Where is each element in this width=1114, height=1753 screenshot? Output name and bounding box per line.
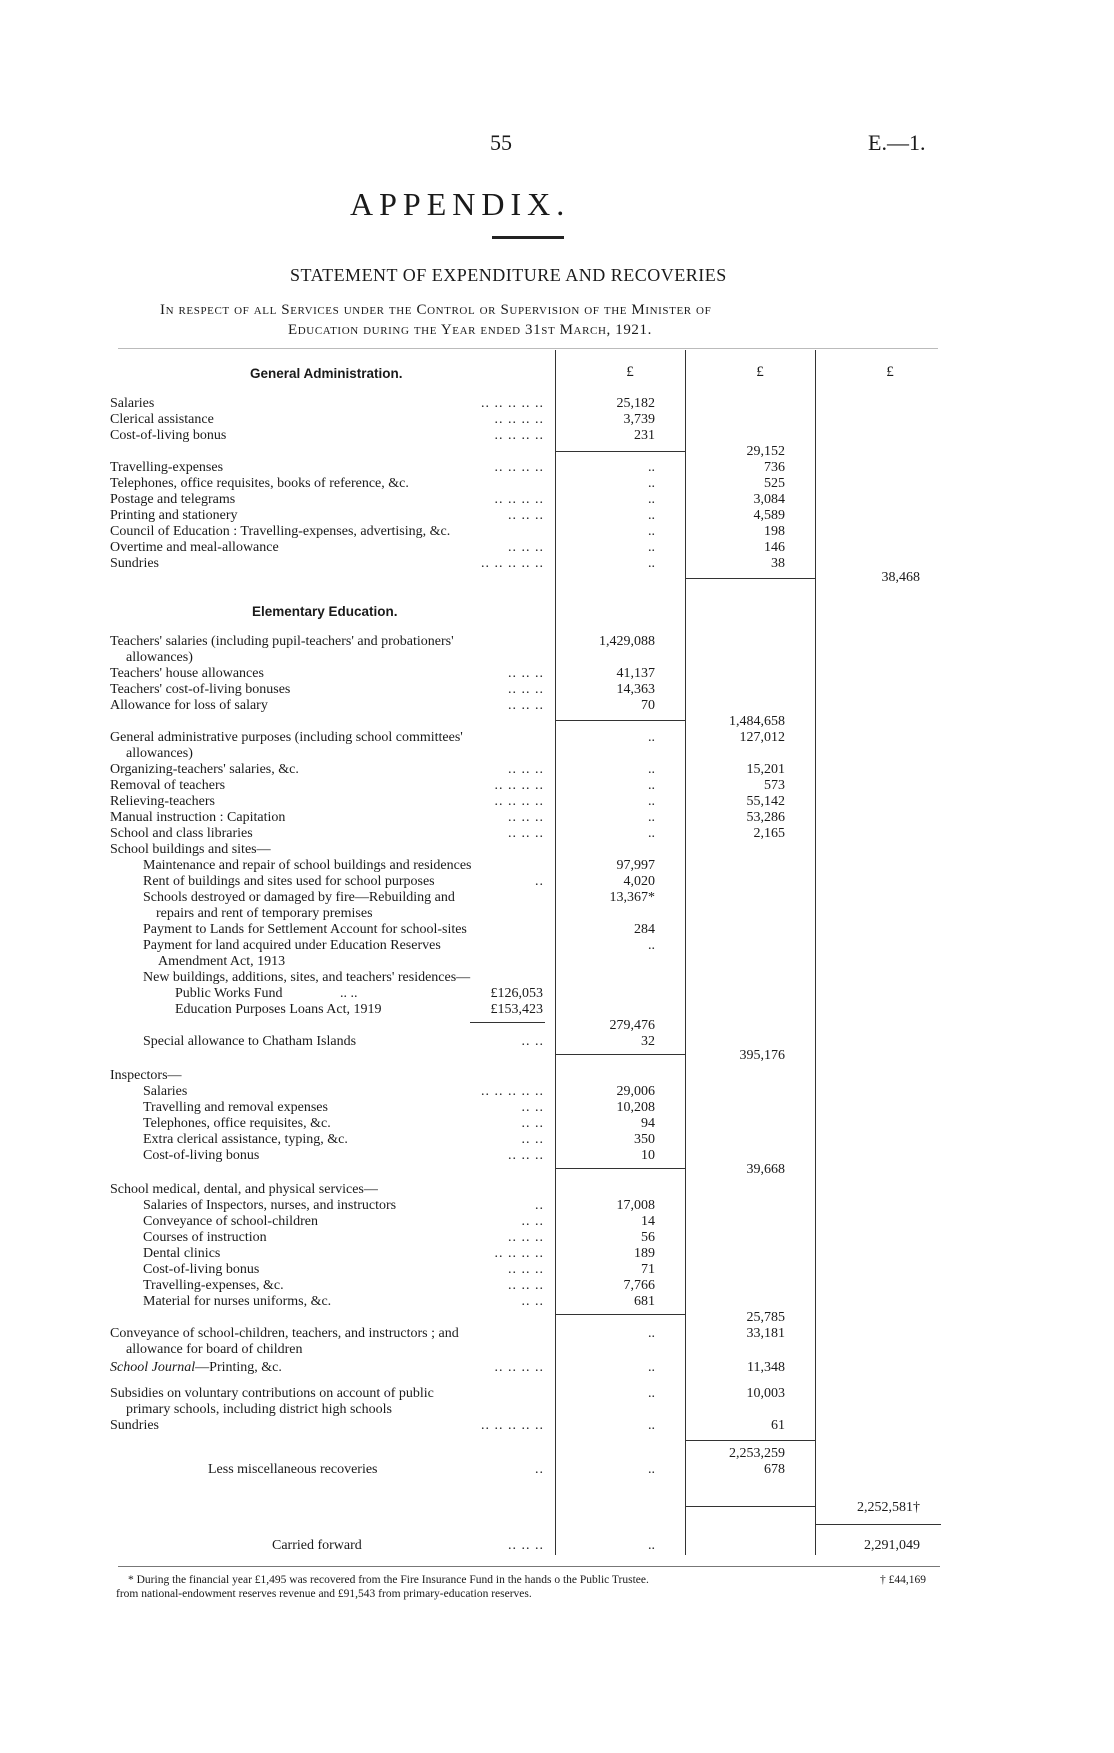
- col1-value: 97,997: [616, 858, 655, 873]
- column-header-pounds: £: [886, 364, 894, 380]
- col1-value: ..: [648, 1538, 655, 1553]
- row-label: School medical, dental, and physical services—: [110, 1182, 378, 1197]
- subtotal-rule: [686, 1440, 815, 1441]
- row-label: Conveyance of school-children: [143, 1214, 318, 1229]
- leader-dots: .. .. .. ..: [494, 794, 544, 809]
- leader-dots: .. .. .. ..: [494, 428, 544, 443]
- col2-subtotal: 29,152: [746, 444, 785, 459]
- row-label: Material for nurses uniforms, &c.: [143, 1294, 332, 1309]
- leader-dots: .. .. .. ..: [494, 778, 544, 793]
- total-rule: [816, 1524, 941, 1525]
- col2-value: 4,589: [753, 508, 785, 523]
- inner-subtotal-rule: [470, 1022, 545, 1023]
- col2-value: 11,348: [747, 1360, 785, 1375]
- inner-value: £126,053: [490, 986, 543, 1001]
- subtotal-rule: [556, 1168, 685, 1169]
- row-label: Salaries: [143, 1084, 188, 1099]
- col1-value: 25,182: [616, 396, 655, 411]
- leader-dots: .. ..: [521, 1100, 544, 1115]
- col1-value: 231: [634, 428, 655, 443]
- leader-dots: .. ..: [521, 1294, 544, 1309]
- subtotal-rule: [556, 1314, 685, 1315]
- section-heading-general-administration: General Administration.: [250, 366, 403, 381]
- row-label: Subsidies on voluntary contributions on account of public: [110, 1386, 434, 1401]
- col1-value: 279,476: [609, 1018, 655, 1033]
- table-top-rule: [118, 348, 938, 349]
- column-divider: [815, 350, 816, 1555]
- col1-value: ..: [648, 508, 655, 523]
- leader-dots: .. .. .. .. ..: [481, 1418, 544, 1433]
- row-label: Salaries of Inspectors, nurses, and instructors: [143, 1198, 397, 1213]
- column-header-pounds: £: [756, 364, 764, 380]
- subtotal-rule: [556, 451, 685, 452]
- row-label: Manual instruction : Capitation: [110, 810, 286, 825]
- section-heading-elementary-education: Elementary Education.: [252, 604, 398, 619]
- row-label: Travelling-expenses: [110, 460, 224, 475]
- leader-dots: .. .. ..: [508, 762, 544, 777]
- row-label: Organizing-teachers' salaries, &c.: [110, 762, 299, 777]
- col2-subtotal: 25,785: [746, 1310, 785, 1325]
- col1-value: 29,006: [616, 1084, 655, 1099]
- leader-dots: .. ..: [521, 1214, 544, 1229]
- col2-value: 53,286: [746, 810, 785, 825]
- row-label: Teachers' house allowances: [110, 666, 264, 681]
- col1-value: ..: [648, 524, 655, 539]
- row-label: Inspectors—: [110, 1068, 182, 1083]
- col1-value: 13,367*: [609, 890, 655, 905]
- row-label-continued: primary schools, including district high schools: [126, 1402, 392, 1417]
- col1-value: 10: [641, 1148, 655, 1163]
- col1-value: 3,739: [623, 412, 655, 427]
- leader-dots: .. .. ..: [508, 682, 544, 697]
- row-label: Maintenance and repair of school buildings and residences: [143, 858, 472, 873]
- col3-total: 38,468: [881, 570, 920, 585]
- col1-value: 7,766: [623, 1278, 655, 1293]
- col1-value: 350: [634, 1132, 655, 1147]
- leader-dots: .. .. ..: [508, 666, 544, 681]
- col2-subtotal: 2,253,259: [729, 1446, 785, 1461]
- row-label: School buildings and sites—: [110, 842, 271, 857]
- leader-dots: .. .. .. ..: [494, 492, 544, 507]
- col2-value: 736: [764, 460, 785, 475]
- leader-dots: .. .. ..: [508, 698, 544, 713]
- column-divider: [685, 350, 686, 1555]
- leader-dots: ..: [535, 1462, 544, 1477]
- col2-value: 525: [764, 476, 785, 491]
- leader-dots: .. .. .. .. ..: [481, 556, 544, 571]
- leader-dots: .. .. .. ..: [494, 1360, 544, 1375]
- row-label: Extra clerical assistance, typing, &c.: [143, 1132, 348, 1147]
- col1-value: ..: [648, 1326, 655, 1341]
- row-label: Education Purposes Loans Act, 1919: [175, 1002, 382, 1017]
- leader-dots: .. ..: [521, 1132, 544, 1147]
- leader-dots: .. .. ..: [508, 1230, 544, 1245]
- row-label: Clerical assistance: [110, 412, 214, 427]
- col1-value: ..: [648, 730, 655, 745]
- row-label: Payment for land acquired under Education Reserves: [143, 938, 441, 953]
- col1-value: ..: [648, 556, 655, 571]
- footnote-line: * During the financial year £1,495 was recovered from the Fire Insurance Fund in the hands o the Public Trustee.: [128, 1574, 649, 1586]
- row-label-continued: allowance for board of children: [126, 1342, 303, 1357]
- row-label: Overtime and meal-allowance: [110, 540, 279, 555]
- col2-subtotal: 39,668: [746, 1162, 785, 1177]
- leader-dots: .. .. .. .. ..: [481, 396, 544, 411]
- leader-dots: ..: [535, 1198, 544, 1213]
- col2-value: 38: [771, 556, 785, 571]
- leader-dots: ..: [535, 874, 544, 889]
- row-label: New buildings, additions, sites, and teachers' residences—: [143, 970, 471, 985]
- row-label: Travelling-expenses, &c.: [143, 1278, 284, 1293]
- row-label: Salaries: [110, 396, 155, 411]
- row-label: Cost-of-living bonus: [143, 1262, 260, 1277]
- appendix-heading: APPENDIX.: [350, 186, 571, 222]
- col2-value: 127,012: [739, 730, 785, 745]
- col1-value: 32: [641, 1034, 655, 1049]
- col1-value: 14,363: [616, 682, 655, 697]
- col2-value: 198: [764, 524, 785, 539]
- col2-subtotal: 395,176: [739, 1048, 785, 1063]
- col2-value: 146: [764, 540, 785, 555]
- leader-dots: .. .. ..: [508, 826, 544, 841]
- row-label: Printing and stationery: [110, 508, 238, 523]
- leader-dots: .. .. .. ..: [494, 460, 544, 475]
- row-label: Telephones, office requisites, &c.: [143, 1116, 331, 1131]
- statement-title: STATEMENT OF EXPENDITURE AND RECOVERIES: [290, 265, 727, 285]
- column-header-pounds: £: [626, 364, 634, 380]
- row-label: Schools destroyed or damaged by fire—Rebuilding and: [143, 890, 455, 905]
- statement-subtitle-line2: Education during the Year ended 31st March, 1921.: [288, 322, 652, 338]
- col1-value: ..: [648, 476, 655, 491]
- col1-value: ..: [648, 460, 655, 475]
- leader-dots: .. .. ..: [508, 1148, 544, 1163]
- col1-value: ..: [648, 1386, 655, 1401]
- col1-value: ..: [648, 1360, 655, 1375]
- row-label: Cost-of-living bonus: [143, 1148, 260, 1163]
- row-label: Allowance for loss of salary: [110, 698, 268, 713]
- row-label: Cost-of-living bonus: [110, 428, 227, 443]
- row-label: Travelling and removal expenses: [143, 1100, 328, 1115]
- row-label: Removal of teachers: [110, 778, 226, 793]
- subtotal-rule: [556, 720, 685, 721]
- col3-total: 2,291,049: [864, 1538, 920, 1553]
- inner-value: £153,423: [490, 1002, 543, 1017]
- col1-value: ..: [648, 1418, 655, 1433]
- row-label: Relieving-teachers: [110, 794, 215, 809]
- col2-value: 15,201: [746, 762, 785, 777]
- col1-value: 189: [634, 1246, 655, 1261]
- row-label: Special allowance to Chatham Islands: [143, 1034, 357, 1049]
- col2-value: 3,084: [753, 492, 785, 507]
- row-label: Dental clinics: [143, 1246, 221, 1261]
- col2-value: 573: [764, 778, 785, 793]
- leader-dots: .. .. ..: [508, 1278, 544, 1293]
- title-rule: [492, 236, 564, 239]
- col2-value: 55,142: [746, 794, 785, 809]
- document-reference: E.—1.: [868, 130, 926, 155]
- col1-value: ..: [648, 826, 655, 841]
- row-label: Sundries: [110, 1418, 159, 1433]
- col1-value: 56: [641, 1230, 655, 1245]
- footnote-line: from national-endowment reserves revenue and £91,543 from primary-education reserves.: [116, 1588, 532, 1600]
- col1-value: 4,020: [623, 874, 655, 889]
- col1-value: ..: [648, 778, 655, 793]
- col1-value: ..: [648, 540, 655, 555]
- col1-value: 284: [634, 922, 655, 937]
- row-label: Postage and telegrams: [110, 492, 236, 507]
- row-label-continued: allowances): [126, 650, 193, 665]
- row-label: Courses of instruction: [143, 1230, 267, 1245]
- row-label-continued: Amendment Act, 1913: [158, 954, 286, 969]
- col2-value: 678: [764, 1462, 785, 1477]
- row-label: Conveyance of school-children, teachers, and instructors ; and: [110, 1326, 459, 1341]
- col1-value: 71: [641, 1262, 655, 1277]
- row-label: Rent of buildings and sites used for school purposes: [143, 874, 435, 889]
- col2-value: 61: [771, 1418, 785, 1433]
- col2-value: 2,165: [753, 826, 785, 841]
- leader-dots: .. .. ..: [508, 540, 544, 555]
- leader-dots: .. .. ..: [508, 508, 544, 523]
- row-label-continued: allowances): [126, 746, 193, 761]
- col1-value: 10,208: [616, 1100, 655, 1115]
- col1-value: 17,008: [616, 1198, 655, 1213]
- row-label: Payment to Lands for Settlement Account for school-sites: [143, 922, 467, 937]
- col1-value: ..: [648, 762, 655, 777]
- row-label: School and class libraries: [110, 826, 253, 841]
- col2-subtotal: 1,484,658: [729, 714, 785, 729]
- leader-dots: .. .. .. .. ..: [481, 1084, 544, 1099]
- col3-total: 2,252,581†: [857, 1500, 920, 1515]
- statement-subtitle-line1: In respect of all Services under the Control or Supervision of the Minister of: [160, 302, 712, 318]
- col1-value: 681: [634, 1294, 655, 1309]
- row-label: Carried forward: [272, 1538, 362, 1553]
- leader-dots: .. .. .. ..: [494, 412, 544, 427]
- col1-value: ..: [648, 492, 655, 507]
- leader-dots: .. .. ..: [508, 810, 544, 825]
- leader-dots: .. .. .. ..: [494, 1246, 544, 1261]
- subtotal-rule: [556, 1054, 685, 1055]
- row-label-suffix: —Printing, &c.: [195, 1360, 282, 1375]
- footnote-dagger: † £44,169: [880, 1574, 926, 1586]
- col1-value: ..: [648, 810, 655, 825]
- leader-dots: .. .. ..: [508, 1538, 544, 1553]
- col1-value: 14: [641, 1214, 655, 1229]
- leader-dots: .. ..: [521, 1034, 544, 1049]
- col1-value: ..: [648, 1462, 655, 1477]
- row-label: General administrative purposes (including school committees': [110, 730, 463, 745]
- col1-value: 70: [641, 698, 655, 713]
- leader-dots: .. ..: [340, 986, 358, 1001]
- row-label: Council of Education : Travelling-expenses, advertising, &c.: [110, 524, 451, 539]
- col2-value: 33,181: [746, 1326, 785, 1341]
- footnote-rule: [118, 1566, 940, 1567]
- row-label: Less miscellaneous recoveries: [208, 1462, 378, 1477]
- col1-value: 41,137: [616, 666, 655, 681]
- col1-value: ..: [648, 938, 655, 953]
- subtotal-rule: [686, 1506, 815, 1507]
- col1-value: ..: [648, 794, 655, 809]
- column-divider: [555, 350, 556, 1555]
- row-label: Sundries: [110, 556, 159, 571]
- subtotal-rule: [686, 578, 815, 579]
- row-label: Teachers' cost-of-living bonuses: [110, 682, 291, 697]
- page-number: 55: [490, 130, 512, 155]
- row-label: [110, 1360, 282, 1376]
- leader-dots: .. .. ..: [508, 1262, 544, 1277]
- row-label: Teachers' salaries (including pupil-teachers' and probationers': [110, 634, 454, 649]
- row-label: Telephones, office requisites, books of reference, &c.: [110, 476, 409, 491]
- row-label: Public Works Fund: [175, 986, 283, 1001]
- italic-title: School Journal: [110, 1360, 196, 1375]
- leader-dots: .. ..: [521, 1116, 544, 1131]
- col2-value: 10,003: [746, 1386, 785, 1401]
- row-label-continued: repairs and rent of temporary premises: [156, 906, 373, 921]
- col1-value: 1,429,088: [599, 634, 655, 649]
- col1-value: 94: [641, 1116, 655, 1131]
